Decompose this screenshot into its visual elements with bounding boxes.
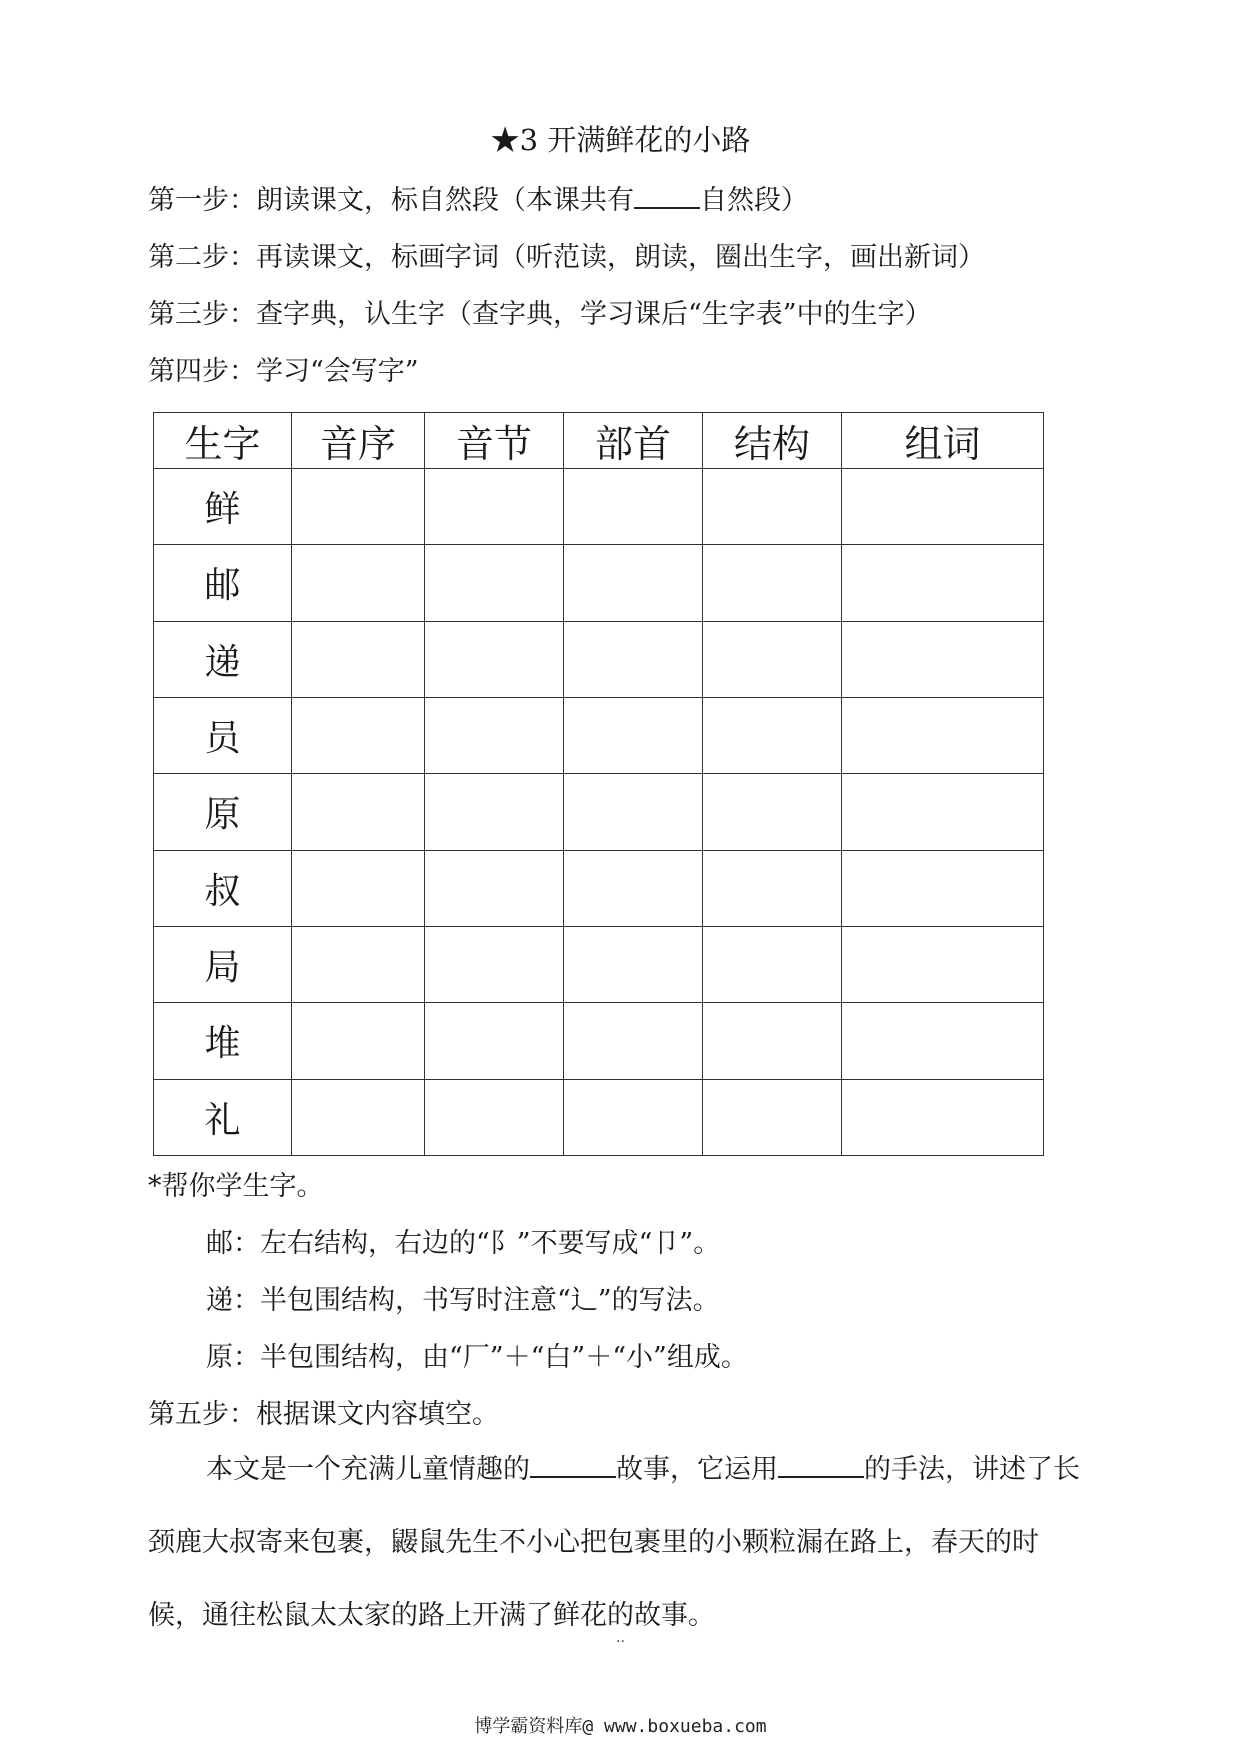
blank-cell[interactable] [292, 850, 425, 926]
footer-watermark: 博学霸资料库@ www.boxueba.com [474, 1716, 767, 1737]
table-row [154, 469, 1044, 545]
table-row [154, 697, 1044, 773]
blank-cell[interactable] [425, 697, 564, 773]
para-part-1: 本文是一个充满儿童情趣的 [206, 1454, 530, 1485]
header-syllable: 音节 [425, 413, 564, 469]
character-cell: 礼 [154, 1079, 292, 1155]
blank-cell[interactable] [425, 469, 564, 545]
blank-cell[interactable] [292, 697, 425, 773]
character-cell: 员 [154, 697, 292, 773]
blank-cell[interactable] [703, 774, 842, 850]
blank-cell[interactable] [703, 621, 842, 697]
step-1-text: 第一步：朗读课文，标自然段（本课共有 [148, 185, 634, 216]
blank-cell[interactable] [425, 621, 564, 697]
blank-cell[interactable] [564, 545, 703, 621]
header-initial: 音序 [292, 413, 425, 469]
blank-cell[interactable] [703, 469, 842, 545]
header-structure: 结构 [703, 413, 842, 469]
table-row [154, 1079, 1044, 1155]
blank-cell[interactable] [842, 1079, 1044, 1155]
step-4: 第四步：学习“会写字” [148, 356, 419, 387]
header-radical: 部首 [564, 413, 703, 469]
blank-cell[interactable] [842, 621, 1044, 697]
technique-blank[interactable] [778, 1454, 864, 1478]
character-cell: 鲜 [154, 469, 292, 545]
blank-cell[interactable] [292, 774, 425, 850]
blank-cell[interactable] [425, 1079, 564, 1155]
character-cell: 局 [154, 926, 292, 1002]
blank-cell[interactable] [564, 469, 703, 545]
table-header-row [154, 413, 1044, 469]
help-note-di: 递：半包围结构，书写时注意“辶”的写法。 [206, 1285, 720, 1316]
blank-cell[interactable] [842, 469, 1044, 545]
blank-cell[interactable] [564, 850, 703, 926]
blank-cell[interactable] [292, 1003, 425, 1079]
blank-cell[interactable] [842, 926, 1044, 1002]
step-2: 第二步：再读课文，标画字词（听范读，朗读，圈出生字，画出新词） [148, 242, 985, 273]
help-title: *帮你学生字。 [148, 1171, 324, 1202]
step-1-tail: 自然段） [700, 185, 808, 216]
blank-cell[interactable] [292, 469, 425, 545]
header-character: 生字 [154, 413, 292, 469]
help-note-yuan: 原：半包围结构，由“厂”＋“白”＋“小”组成。 [206, 1342, 748, 1373]
blank-cell[interactable] [425, 774, 564, 850]
blank-cell[interactable] [703, 1003, 842, 1079]
blank-cell[interactable] [292, 621, 425, 697]
page-marker: .. [616, 1630, 625, 1646]
blank-cell[interactable] [842, 774, 1044, 850]
character-table [153, 412, 1044, 1156]
step-5-paragraph [148, 1433, 1083, 1652]
story-type-blank[interactable] [530, 1454, 616, 1478]
blank-cell[interactable] [292, 926, 425, 1002]
table-row [154, 850, 1044, 926]
blank-cell[interactable] [564, 1079, 703, 1155]
header-words: 组词 [842, 413, 1044, 469]
blank-cell[interactable] [703, 1079, 842, 1155]
blank-cell[interactable] [703, 926, 842, 1002]
blank-cell[interactable] [842, 697, 1044, 773]
character-cell: 叔 [154, 850, 292, 926]
blank-cell[interactable] [425, 926, 564, 1002]
blank-cell[interactable] [703, 697, 842, 773]
para-part-2: 故事，它运用 [616, 1454, 778, 1485]
blank-cell[interactable] [842, 1003, 1044, 1079]
character-cell: 递 [154, 621, 292, 697]
blank-cell[interactable] [564, 774, 703, 850]
blank-cell[interactable] [703, 545, 842, 621]
character-cell: 堆 [154, 1003, 292, 1079]
help-note-you: 邮：左右结构，右边的“阝”不要写成“卩”。 [206, 1228, 721, 1259]
para-part-3: 的手法，讲述了长颈鹿大叔寄来包裹，鼹鼠先生不小心把包裹里的小颗粒漏在路上，春天的时候，通往松鼠太太家的路上开满了鲜花的故事。 [148, 1454, 1080, 1631]
blank-cell[interactable] [292, 1079, 425, 1155]
page-title: ★3 开满鲜花的小路 [490, 123, 751, 157]
character-cell: 邮 [154, 545, 292, 621]
step-5-title: 第五步：根据课文内容填空。 [148, 1399, 499, 1430]
table-row [154, 774, 1044, 850]
blank-cell[interactable] [292, 545, 425, 621]
blank-cell[interactable] [425, 1003, 564, 1079]
table-row [154, 545, 1044, 621]
table-row [154, 621, 1044, 697]
blank-cell[interactable] [425, 850, 564, 926]
blank-cell[interactable] [564, 1003, 703, 1079]
step-1 [148, 178, 808, 217]
blank-cell[interactable] [564, 697, 703, 773]
blank-cell[interactable] [842, 850, 1044, 926]
character-cell: 原 [154, 774, 292, 850]
blank-cell[interactable] [425, 545, 564, 621]
step-3: 第三步：查字典，认生字（查字典，学习课后“生字表”中的生字） [148, 299, 932, 330]
blank-cell[interactable] [564, 926, 703, 1002]
blank-cell[interactable] [842, 545, 1044, 621]
table-row [154, 1003, 1044, 1079]
blank-cell[interactable] [564, 621, 703, 697]
table-row [154, 926, 1044, 1002]
paragraph-count-blank[interactable] [634, 185, 700, 209]
blank-cell[interactable] [703, 850, 842, 926]
